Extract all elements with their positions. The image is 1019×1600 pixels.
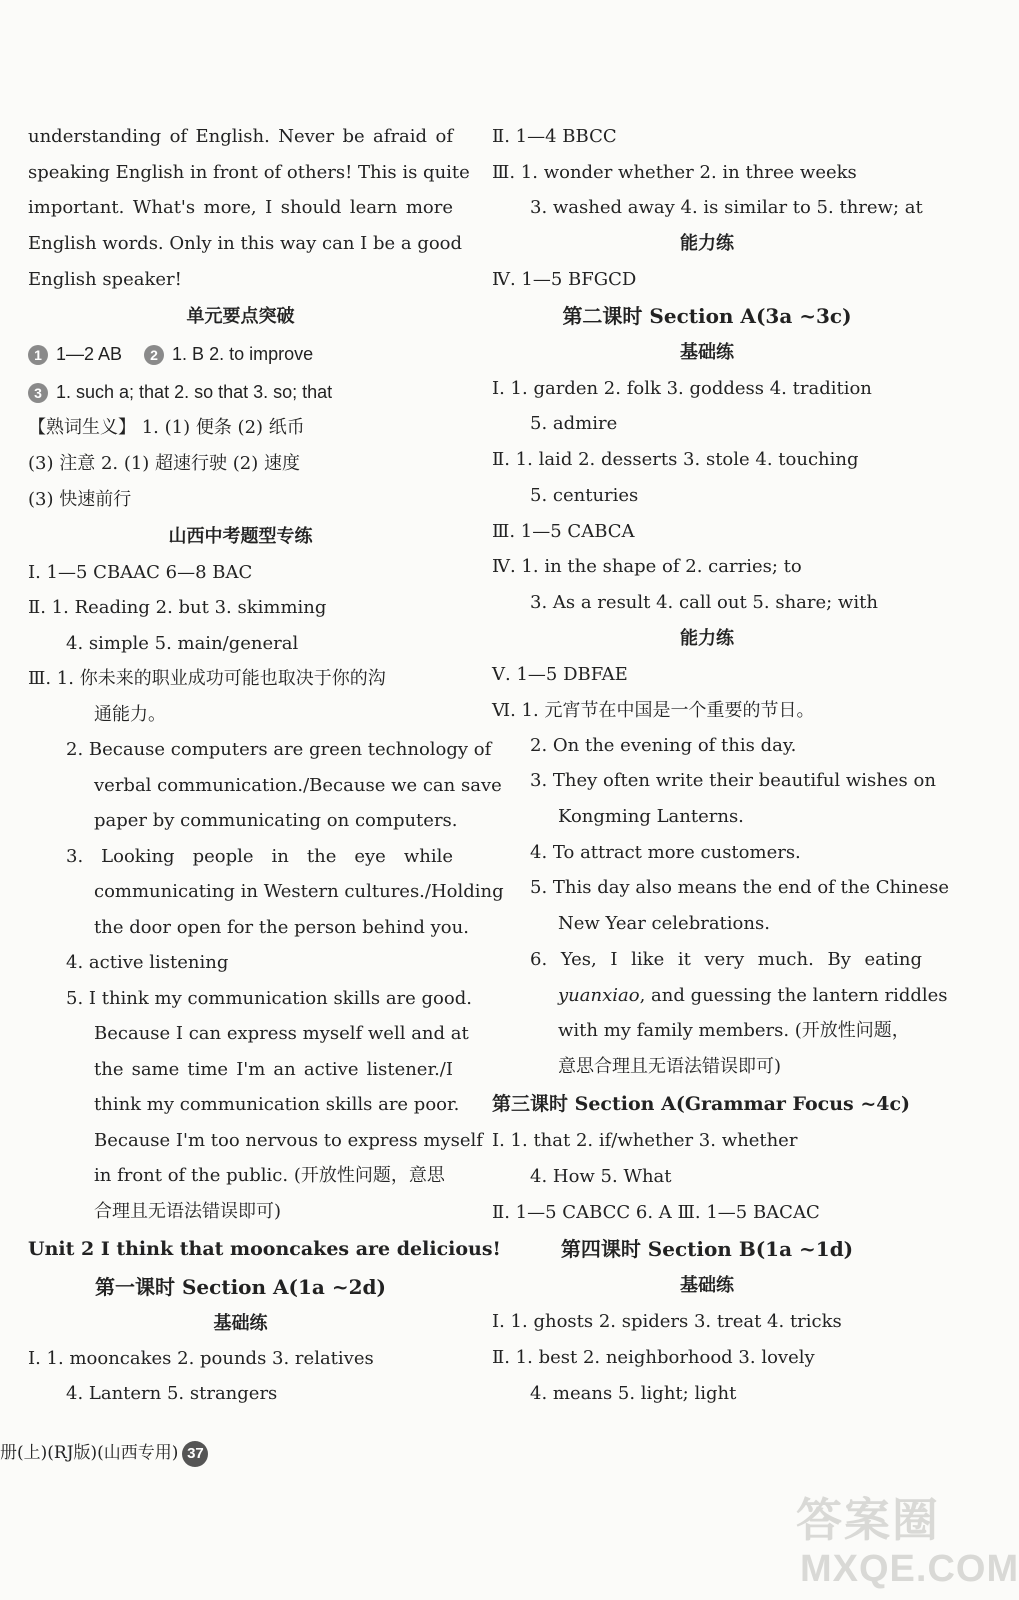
answer-line: 6. Yes, I like it very much. By eating xyxy=(530,949,922,970)
answer-line: Ⅰ. 1—5 CBAAC 6—8 BAC xyxy=(28,562,253,583)
section-heading: 单元要点突破 xyxy=(186,306,295,327)
answer-line: 3. Looking people in the eye while xyxy=(66,846,453,867)
lesson-heading: 第四课时 Section B(1a ~1d) xyxy=(560,1237,854,1261)
answer-line: Ⅱ. 1. Reading 2. but 3. skimming xyxy=(28,597,327,618)
answer-line: understanding of English. Never be afraid of xyxy=(28,126,453,147)
subsection-heading: 基础练 xyxy=(680,342,734,363)
answer-line xyxy=(28,337,453,371)
lesson-heading: 第一课时 Section A(1a ~2d) xyxy=(95,1275,386,1299)
lesson-heading: 第三课时 Section A(Grammar Focus ~4c) xyxy=(492,1093,911,1115)
answer-line: Ⅲ. 1—5 CABCA xyxy=(492,521,635,542)
answer-line: Ⅲ. 1. wonder whether 2. in three weeks xyxy=(492,162,857,183)
answer-line: 2. Because computers are green technology of xyxy=(66,739,492,760)
answer-text: 1—2 AB xyxy=(56,344,123,364)
answer-line: Because I can express myself well and at xyxy=(94,1023,469,1044)
answer-line: 5. centuries xyxy=(530,485,639,506)
answer-line: English speaker! xyxy=(28,269,182,290)
answer-text: 1. such a; that 2. so that 3. so; that xyxy=(56,382,333,402)
answer-text: , and guessing the lantern riddles xyxy=(639,985,948,1006)
italic-term: yuanxiao xyxy=(558,985,640,1006)
watermark-text: MXQE.COM xyxy=(800,1548,1019,1590)
answer-line: 4. simple 5. main/general xyxy=(66,633,299,654)
answer-line: 合理且无语法错误即可) xyxy=(94,1201,282,1222)
unit-title: Unit 2 I think that mooncakes are delicious! xyxy=(28,1238,501,1260)
subsection-heading: 基础练 xyxy=(680,1275,734,1296)
answer-line: 5. admire xyxy=(530,413,618,434)
answer-line: 3. As a result 4. call out 5. share; with xyxy=(530,592,878,613)
answer-line: Kongming Lanterns. xyxy=(558,806,744,827)
number-badge: 2 xyxy=(144,345,164,365)
answer-line: 3. washed away 4. is similar to 5. threw; at xyxy=(530,197,923,218)
page-footer xyxy=(0,1436,208,1470)
answer-line: Ⅳ. 1—5 BFGCD xyxy=(492,269,637,290)
answer-line: paper by communicating on computers. xyxy=(94,810,458,831)
answer-line: Ⅱ. 1—5 CABCC 6. A Ⅲ. 1—5 BACAC xyxy=(492,1202,820,1223)
subsection-heading: 能力练 xyxy=(680,233,734,254)
answer-line: 5. I think my communication skills are good. xyxy=(66,988,472,1009)
answer-line: Ⅱ. 1. laid 2. desserts 3. stole 4. touching xyxy=(492,449,859,470)
answer-line: Ⅰ. 1. ghosts 2. spiders 3. treat 4. tricks xyxy=(492,1311,842,1332)
answer-line: (3) 注意 2. (1) 超速行驶 (2) 速度 xyxy=(28,453,300,474)
answer-line: 4. To attract more customers. xyxy=(530,842,801,863)
answer-line: the same time I'm an active listener./I xyxy=(94,1059,453,1080)
answer-line: 2. On the evening of this day. xyxy=(530,735,797,756)
answer-line: Ⅳ. 1. in the shape of 2. carries; to xyxy=(492,556,802,577)
answer-line: communicating in Western cultures./Holding xyxy=(94,881,504,902)
answer-line: 意思合理且无语法错误即可) xyxy=(558,1056,782,1077)
answer-line: English words. Only in this way can I be a good xyxy=(28,233,463,254)
answer-line: Ⅰ. 1. that 2. if/whether 3. whether xyxy=(492,1130,798,1151)
answer-line xyxy=(28,375,453,409)
answer-line: in front of the public. (开放性问题，意思 xyxy=(94,1165,445,1186)
answer-line: 4. How 5. What xyxy=(530,1166,672,1187)
watermark-text: 答案圈 xyxy=(796,1493,940,1547)
answer-line: 4. Lantern 5. strangers xyxy=(66,1383,278,1404)
answer-line xyxy=(492,979,948,1013)
answer-line: Ⅰ. 1. garden 2. folk 3. goddess 4. tradition xyxy=(492,378,872,399)
answer-line: 【熟词生义】 1. (1) 便条 (2) 纸币 xyxy=(28,417,305,438)
answer-line: verbal communication./Because we can save xyxy=(94,775,502,796)
answer-line: 通能力。 xyxy=(94,704,166,725)
answer-line: Ⅲ. 1. 你未来的职业成功可能也取决于你的沟 xyxy=(28,668,386,689)
answer-line: (3) 快速前行 xyxy=(28,489,132,510)
subsection-heading: 基础练 xyxy=(213,1313,268,1334)
watermark-logo xyxy=(796,1482,1019,1600)
lesson-heading: 第二课时 Section A(3a ~3c) xyxy=(562,304,852,328)
answer-line: New Year celebrations. xyxy=(558,913,770,934)
answer-line: Because I'm too nervous to express myself xyxy=(94,1130,483,1151)
answer-text: 1. B 2. to improve xyxy=(172,344,314,364)
answer-line: the door open for the person behind you. xyxy=(94,917,469,938)
section-heading: 山西中考题型专练 xyxy=(168,526,313,547)
subsection-heading: 能力练 xyxy=(680,628,734,649)
page-number: 37 xyxy=(182,1441,208,1467)
answer-line: Ⅱ. 1. best 2. neighborhood 3. lovely xyxy=(492,1347,815,1368)
answer-line: speaking English in front of others! This is quite xyxy=(28,162,470,183)
answer-line: Ⅵ. 1. 元宵节在中国是一个重要的节日。 xyxy=(492,700,815,721)
number-badge: 1 xyxy=(28,345,48,365)
footer-text: 册(上)(RJ版)(山西专用) xyxy=(0,1443,179,1463)
number-badge: 3 xyxy=(28,383,48,403)
answer-line: 4. active listening xyxy=(66,952,229,973)
answer-line: Ⅴ. 1—5 DBFAE xyxy=(492,664,628,685)
answer-line: Ⅰ. 1. mooncakes 2. pounds 3. relatives xyxy=(28,1348,374,1369)
answer-line: think my communication skills are poor. xyxy=(94,1094,460,1115)
answer-line: 4. means 5. light; light xyxy=(530,1383,737,1404)
answer-line: 5. This day also means the end of the Chinese xyxy=(530,877,950,898)
answer-line: 3. They often write their beautiful wishes on xyxy=(530,770,936,791)
answer-line: important. What's more, I should learn more xyxy=(28,197,453,218)
answer-line: Ⅱ. 1—4 BBCC xyxy=(492,126,617,147)
answer-line: with my family members. (开放性问题， xyxy=(558,1020,910,1041)
